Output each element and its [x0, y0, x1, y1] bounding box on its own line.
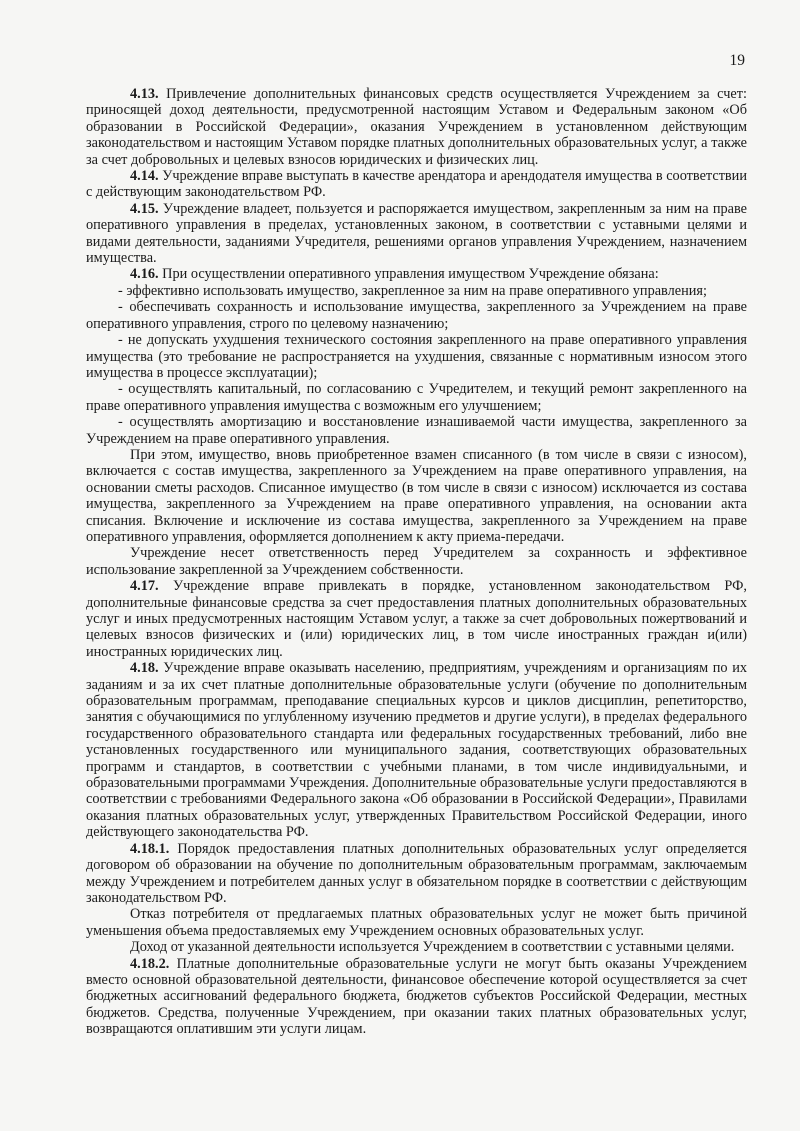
paragraph-text: При этом, имущество, вновь приобретенное взамен списанного (в том числе в связи с износом), включается с состав имущества, закрепленного за Учреждением на праве оперативного управления, на основании сметы расходов. Списанное имущество (в том числе в связи с износом) исключается из состава имущества, закрепленного за Учреждением на праве оперативного управления, на основании акта списания. Включение и исключение из состава имущества, закрепленного за Учреждением на праве оперативного управления, оформляется дополнением к акту приема-передачи.: [86, 446, 747, 545]
paragraph-text: Учреждение вправе оказывать населению, предприятиям, учреждениям и организациям по их заданиям и за их счет платные дополнительные образовательные услуги (обучение по дополнительным образовательным программам, преподавание специальных курсов и циклов дисциплин, репетиторство, занятия с обучающимися по углубленному изучению предметов и другие услуги), в пределах федерального государственного образовательного стандарта или федеральных государственных требований, либо вне установленных государственного или муниципального задания, соответствующих образовательных программ и стандартов, в соответствии с учебными планами, в том числе индивидуальными, и образовательными программами Учреждения. Дополнительные образовательные услуги предоставляются в соответствии с требованиями Федерального закона «Об образовании в Российской Федерации», Правилами оказания платных образовательных услуг, утвержденных Правительством Российской Федерации, иного действующего законодательства РФ.: [86, 660, 747, 841]
clause-number: 4.18.1.: [130, 840, 170, 857]
paragraph: [86, 939, 747, 955]
paragraph-text: - обеспечивать сохранность и использование имущества, закрепленного за Учреждением на праве оперативного управления, строго по целевому назначению;: [86, 299, 747, 332]
paragraph-text: Порядок предоставления платных дополнительных образовательных услуг определяется договором об образовании на обучение по дополнительным образовательным программам, заключаемым между Учреждением и потребителем данных услуг в обязательном порядке в соответствии с действующим законодательством РФ.: [86, 840, 747, 906]
clause-4-16: [86, 266, 747, 282]
paragraph-text: Платные дополнительные образовательные услуги не могут быть оказаны Учреждением вместо основной образовательной деятельности, финансовое обеспечение которой осуществляется за счет бюджетных ассигнований федерального бюджета, бюджетов субъектов Российской Федерации, местных бюджетов. Средства, полученные Учреждением, при оказании таких платных образовательных услуг, возвращаются оплатившим эти услуги лицам.: [86, 955, 747, 1038]
clause-number: 4.18.2.: [130, 955, 170, 972]
paragraph-text: - осуществлять амортизацию и восстановление изнашиваемой части имущества, закрепленного за Учреждением на праве оперативного управления.: [86, 414, 747, 447]
paragraph-text: - осуществлять капитальный, по согласованию с Учредителем, и текущий ремонт закрепленного на праве оперативного управления имущества с возможным его улучшением;: [86, 381, 747, 414]
paragraph-text: - эффективно использовать имущество, закрепленное за ним на праве оперативного управления;: [118, 282, 707, 299]
paragraph: [86, 545, 747, 578]
document-body: [86, 86, 747, 1038]
list-item: [86, 299, 747, 332]
paragraph: [86, 906, 747, 939]
paragraph-text: Учреждение владеет, пользуется и распоряжается имуществом, закрепленным за ним на праве оперативного управления в пределах, установленных законом, в соответствии с уставными целями и видами деятельности, заданиями Учредителя, решениями органов управления Учреждением, назначением имущества.: [86, 200, 747, 267]
paragraph-text: Отказ потребителя от предлагаемых платных образовательных услуг не может быть причиной уменьшения объема предоставляемых ему Учреждением основных образовательных услуг.: [86, 906, 747, 939]
clause-4-18-2: [86, 956, 747, 1038]
paragraph-text: Доход от указанной деятельности используется Учреждением в соответствии с уставными целями.: [130, 939, 735, 956]
clause-number: 4.16.: [130, 266, 159, 283]
list-item: [86, 332, 747, 381]
page-number: 19: [729, 52, 745, 69]
paragraph-text: При осуществлении оперативного управления имуществом Учреждение обязана:: [158, 266, 659, 283]
clause-4-18-1: [86, 841, 747, 907]
list-item: [86, 381, 747, 414]
paragraph-text: Учреждение несет ответственность перед Учредителем за сохранность и эффективное использование закрепленной за Учреждением собственности.: [86, 545, 747, 578]
list-item: [86, 414, 747, 447]
clause-number: 4.15.: [130, 200, 159, 217]
list-item: [86, 283, 747, 299]
clause-number: 4.13.: [130, 86, 159, 102]
paragraph-text: Учреждение вправе выступать в качестве арендатора и арендодателя имущества в соответствии с действующим законодательством РФ.: [86, 168, 747, 201]
paragraph-text: Учреждение вправе привлекать в порядке, установленном законодательством РФ, дополнительные финансовые средства за счет предоставления платных дополнительных образовательных услуг и иных предусмотренных настоящим Уставом услуг, а также за счет добровольных пожертвований и целевых взносов физических и (или) юридических лиц, в том числе иностранных граждан и(или) иностранных юридических лиц.: [86, 578, 747, 660]
clause-number: 4.17.: [130, 578, 159, 595]
clause-4-17: [86, 578, 747, 660]
paragraph: [86, 447, 747, 545]
paragraph-text: Привлечение дополнительных финансовых средств осуществляется Учреждением за счет: приносящей доход деятельности, предусмотренной настоящим Уставом и Федеральным законом «Об образовании в Российской Федерации», оказания Учреждением в установленном действующим законодательством и настоящим Уставом порядке платных дополнительных образовательных услуг, а также за счет добровольных и целевых взносов юридических и физических лиц.: [86, 86, 747, 168]
clause-4-15: [86, 201, 747, 267]
clause-4-13: [86, 86, 747, 168]
clause-number: 4.18.: [130, 660, 159, 677]
paragraph-text: - не допускать ухудшения технического состояния закрепленного на праве оперативного управления имущества (это требование не распространяется на ухудшения, связанные с нормативным износом этого имущества в процессе эксплуатации);: [86, 332, 747, 381]
clause-4-18: [86, 660, 747, 840]
clause-4-14: [86, 168, 747, 201]
clause-number: 4.14.: [130, 168, 159, 185]
